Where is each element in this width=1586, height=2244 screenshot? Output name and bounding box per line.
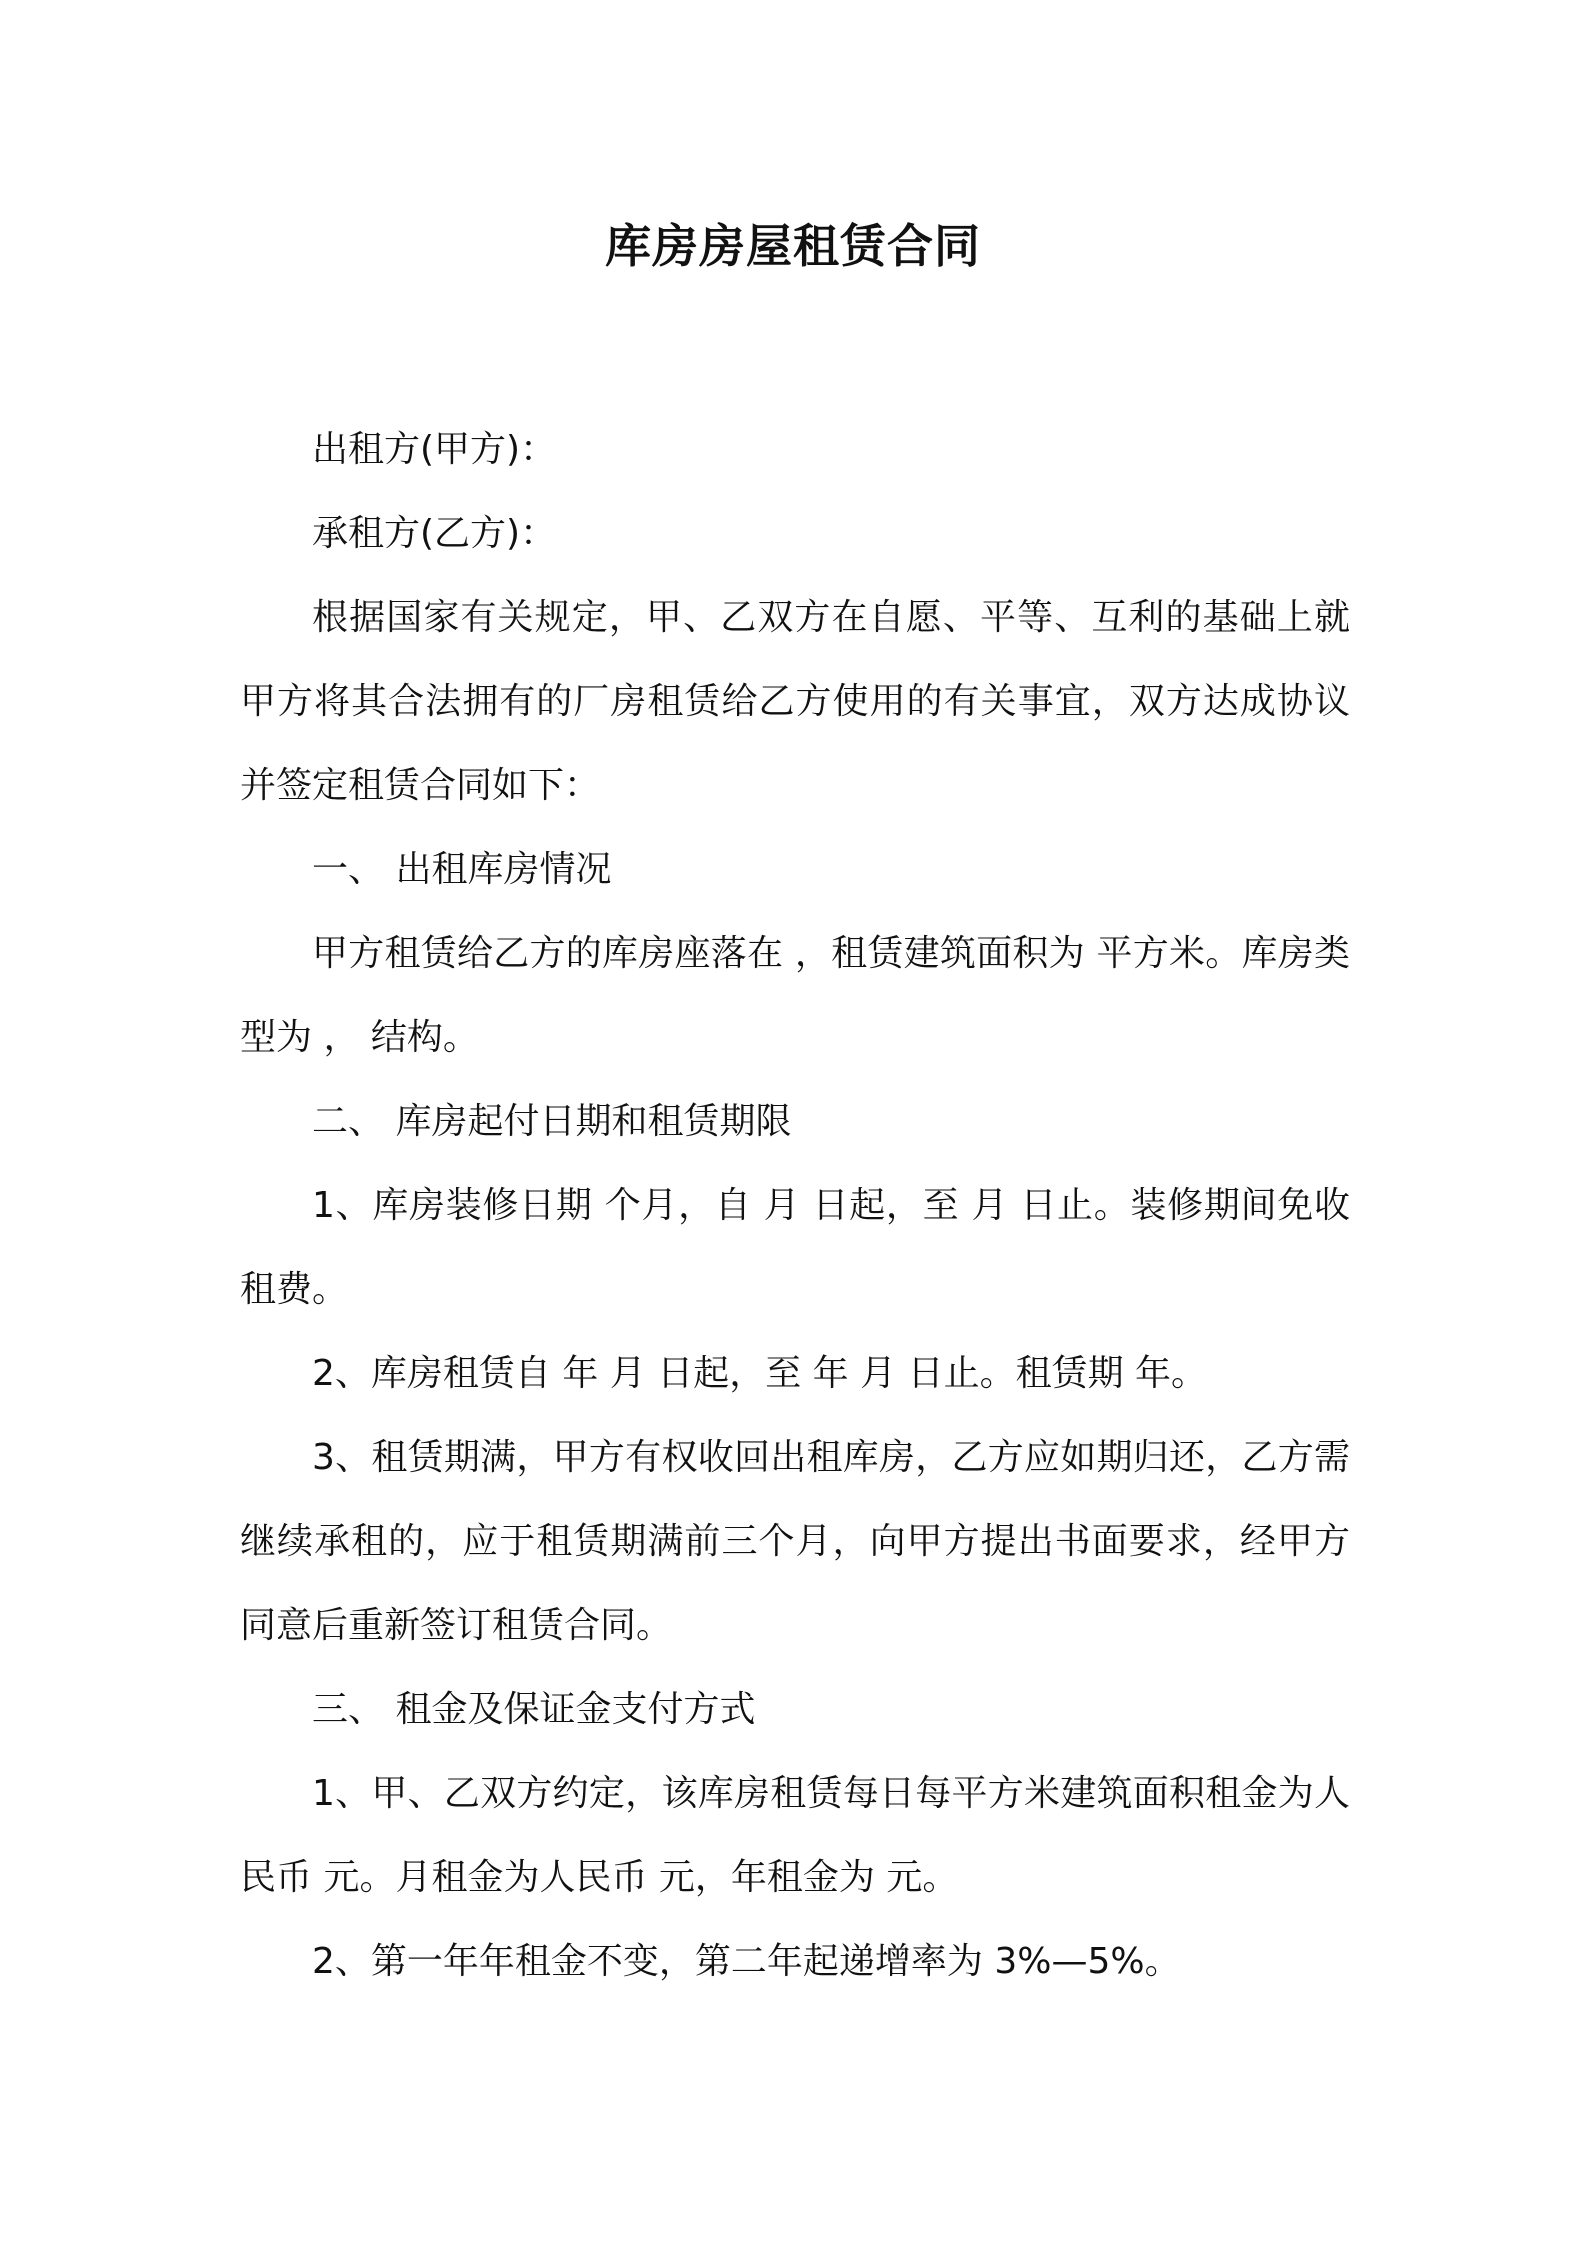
- section-3-clause-2: 2、第一年年租金不变，第二年起递增率为 3%—5%。: [312, 1941, 1181, 1982]
- section-3-clause-1: 1、甲、乙双方约定，该库房租赁每日每平方米建筑面积租金为人民币 元。月租金为人民币 元，年租金为 元。: [240, 1773, 1350, 1898]
- party-b-line: 承租方(乙方)：: [312, 513, 557, 554]
- section-heading-2: 二、 库房起付日期和租赁期限: [312, 1101, 792, 1142]
- section-heading-3: 三、 租金及保证金支付方式: [312, 1689, 756, 1730]
- section-1-paragraph: 甲方租赁给乙方的库房座落在 ，租赁建筑面积为 平方米。库房类型为 ， 结构。: [240, 933, 1350, 1058]
- section-2-clause-1: 1、库房装修日期 个月，自 月 日起，至 月 日止。装修期间免收租费。: [240, 1185, 1350, 1310]
- section-2-clause-2: 2、库房租赁自 年 月 日起，至 年 月 日止。租赁期 年。: [312, 1353, 1208, 1394]
- document-body: [240, 408, 1350, 2004]
- section-2-clause-3: 3、租赁期满，甲方有权收回出租库房，乙方应如期归还，乙方需继续承租的，应于租赁期满前三个月，向甲方提出书面要求，经甲方同意后重新签订租赁合同。: [240, 1437, 1350, 1646]
- party-a-line: 出租方(甲方)：: [312, 429, 557, 470]
- document-title: 库房房屋租赁合同: [605, 219, 981, 273]
- section-heading-1: 一、 出租库房情况: [312, 849, 612, 890]
- preamble-paragraph: 根据国家有关规定，甲、乙双方在自愿、平等、互利的基础上就甲方将其合法拥有的厂房租赁给乙方使用的有关事宜，双方达成协议并签定租赁合同如下：: [240, 597, 1350, 806]
